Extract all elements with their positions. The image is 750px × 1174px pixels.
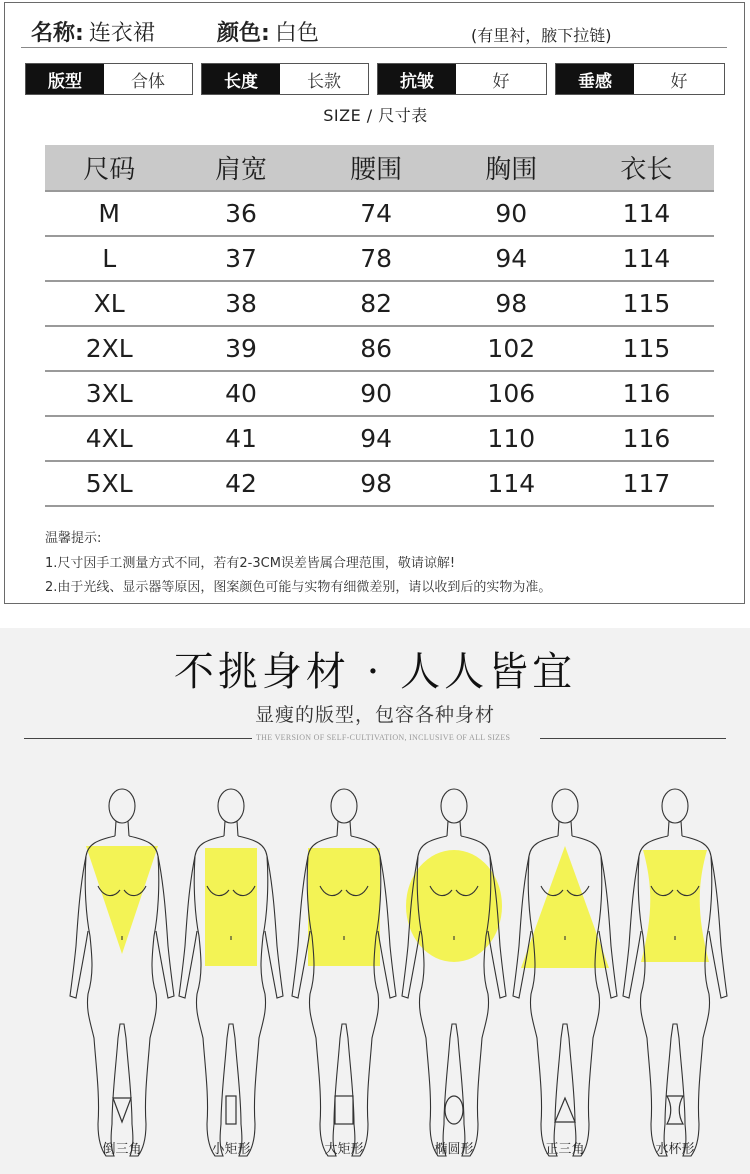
inverted-triangle-icon <box>107 1094 137 1126</box>
hourglass-overlay <box>641 850 709 962</box>
banner-english: THE VERSION OF SELF-CULTIVATION, INCLUSIVE OF ALL SIZES <box>256 733 511 742</box>
table-header-cell: 腰围 <box>350 155 403 185</box>
figure-outline <box>441 789 467 823</box>
wide-rectangle-overlay <box>308 848 380 966</box>
narrow-rectangle-icon <box>216 1094 246 1126</box>
table-row <box>45 372 714 417</box>
figure-outline <box>662 789 688 823</box>
hourglass-icon <box>660 1094 690 1126</box>
body-type-label: 倒三角 <box>102 1142 142 1157</box>
table-header-cell: 衣长 <box>620 155 673 185</box>
product-color-value: 白色 <box>274 21 319 46</box>
tip-item: 2.由于光线、显示器等原因，图案颜色可能与实物有细微差别，请以收到后的实物为准。 <box>45 580 552 595</box>
ellipse-icon <box>439 1094 469 1126</box>
body-type-banner <box>0 628 750 1174</box>
table-cell: 39 <box>225 334 257 363</box>
table-cell: 37 <box>225 244 257 273</box>
tip-item: 1.尺寸因手工测量方式不同，若有2-3CM误差皆属合理范围，敬请谅解! <box>45 556 456 571</box>
table-cell: 2XL <box>85 334 133 363</box>
table-cell: 74 <box>360 199 393 228</box>
product-name <box>31 16 155 47</box>
figure-outline <box>218 789 244 823</box>
table-cell: 90 <box>495 199 528 228</box>
attr-key: 垂感 <box>556 64 634 94</box>
attr-key: 长度 <box>202 64 280 94</box>
table-cell: 3XL <box>85 379 133 408</box>
attr-key: 版型 <box>26 64 104 94</box>
attr-key: 抗皱 <box>378 64 456 94</box>
table-cell: 42 <box>225 469 257 498</box>
table-cell: 116 <box>622 379 671 408</box>
table-row <box>45 417 714 462</box>
body-type-label: 椭圆形 <box>434 1142 474 1157</box>
table-cell: 98 <box>495 289 528 318</box>
banner-slogan: 不挑身材 · 人人皆宜 <box>173 649 577 695</box>
product-color <box>217 16 319 47</box>
table-row <box>45 282 714 327</box>
table-row <box>45 462 714 507</box>
body-type-label: 水杯形 <box>655 1142 695 1157</box>
table-cell: 4XL <box>85 424 133 453</box>
table-cell: 41 <box>225 424 257 453</box>
table-cell: 115 <box>622 289 671 318</box>
product-name-label: 名称: <box>31 21 84 46</box>
tips-title: 温馨提示: <box>45 531 102 546</box>
table-cell: 5XL <box>85 469 133 498</box>
table-cell: 90 <box>360 379 393 408</box>
ellipse-overlay <box>406 850 502 962</box>
table-cell: 38 <box>225 289 257 318</box>
table-cell: 94 <box>495 244 528 273</box>
product-note: (有里衬，腋下拉链) <box>471 26 612 45</box>
attr-wrinkle <box>377 63 547 95</box>
product-name-value: 连衣裙 <box>88 21 155 46</box>
table-row <box>45 192 714 237</box>
table-cell: 114 <box>622 244 671 273</box>
triangle-icon <box>550 1094 580 1126</box>
table-cell: 116 <box>622 424 671 453</box>
size-table <box>45 145 714 507</box>
figure-outline <box>331 789 357 823</box>
table-cell: 86 <box>360 334 393 363</box>
body-type-label: 小矩形 <box>211 1142 251 1157</box>
size-info-panel <box>4 2 745 604</box>
table-cell: 98 <box>360 469 393 498</box>
body-type-label: 正三角 <box>545 1142 585 1157</box>
table-cell: 114 <box>487 469 536 498</box>
table-header-cell: 肩宽 <box>214 155 267 185</box>
table-cell: 36 <box>225 199 257 228</box>
attr-value: 长款 <box>280 64 368 94</box>
table-cell: 115 <box>622 334 671 363</box>
table-cell: 78 <box>360 244 393 273</box>
table-header-cell: 尺码 <box>83 155 136 185</box>
attr-length <box>201 63 369 95</box>
divider-left <box>24 738 252 739</box>
narrow-rectangle-overlay <box>205 848 257 966</box>
header-divider <box>21 47 727 48</box>
table-cell: 82 <box>360 289 393 318</box>
attr-drape <box>555 63 725 95</box>
table-cell: 117 <box>622 469 671 498</box>
wide-rectangle-icon <box>329 1094 359 1126</box>
product-color-label: 颜色: <box>217 21 270 46</box>
attr-value: 好 <box>634 64 724 94</box>
attr-value: 好 <box>456 64 546 94</box>
table-row <box>45 237 714 282</box>
table-row <box>45 327 714 372</box>
size-chart-caption: SIZE / 尺寸表 <box>323 106 428 125</box>
table-cell: 114 <box>622 199 671 228</box>
figure-outline <box>109 789 135 823</box>
table-cell: M <box>98 199 120 228</box>
table-cell: 102 <box>487 334 536 363</box>
table-cell: XL <box>93 289 125 318</box>
table-header-cell: 胸围 <box>485 155 538 185</box>
divider-right <box>540 738 726 739</box>
table-cell: 106 <box>487 379 536 408</box>
body-type-label: 大矩形 <box>324 1142 364 1157</box>
banner-sub-slogan: 显瘦的版型，包容各种身材 <box>254 704 495 726</box>
attr-fit <box>25 63 193 95</box>
table-cell: 94 <box>360 424 393 453</box>
table-header-row <box>45 145 714 192</box>
figure-outline <box>552 789 578 823</box>
table-cell: L <box>102 244 117 273</box>
table-cell: 40 <box>225 379 257 408</box>
attr-value: 合体 <box>104 64 192 94</box>
table-cell: 110 <box>487 424 536 453</box>
